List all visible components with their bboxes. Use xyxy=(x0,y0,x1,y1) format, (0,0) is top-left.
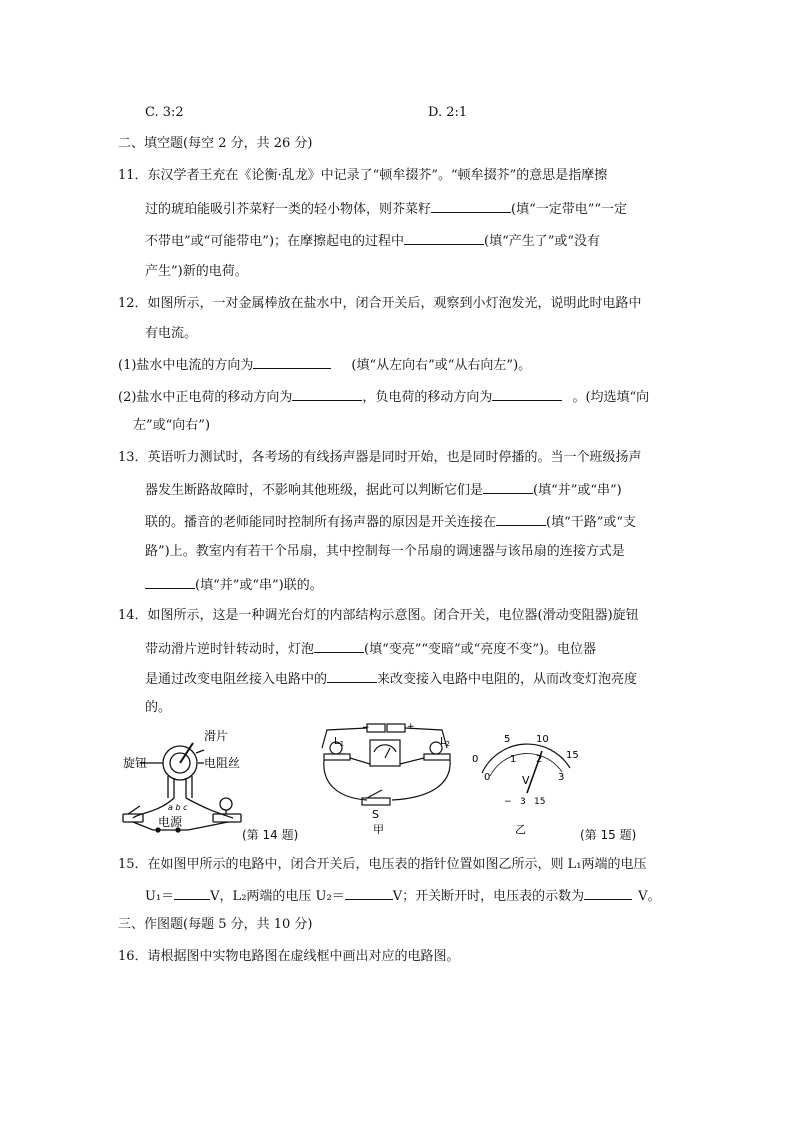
unit-label: V xyxy=(522,774,530,787)
q15-line2 xyxy=(145,886,661,906)
answer-blank[interactable] xyxy=(492,387,562,401)
q12-text: (1)盐水中电流的方向为 xyxy=(118,358,254,373)
outer-tick: 15 xyxy=(566,750,579,761)
q12-sub2 xyxy=(118,387,649,407)
answer-blank[interactable] xyxy=(292,387,362,401)
resistance-wire-label: 电阻丝 xyxy=(204,756,241,770)
inner-tick: 3 xyxy=(558,772,565,783)
q11-line4: 产生”)新的电荷。 xyxy=(145,264,248,279)
outer-tick: 5 xyxy=(504,734,511,745)
inner-tick: 2 xyxy=(536,754,543,765)
answer-blank[interactable] xyxy=(584,886,632,900)
q11-line1: 11．东汉学者王充在《论衡·乱龙》中记录了“顿牟掇芥”。“顿牟掇芥”的意思是指摩擦 xyxy=(118,168,608,183)
q15-text: U₁＝ xyxy=(145,889,175,904)
q15-line1: 15．在如图甲所示的电路中，闭合开关后，电压表的指针位置如图乙所示，则 L₁两端的电压 xyxy=(118,857,647,872)
answer-blank[interactable] xyxy=(431,199,511,213)
knob-label: 旋钮 xyxy=(123,756,148,770)
q14-text: 来改变接入电路中电阻的，从而改变灯泡亮度 xyxy=(377,672,638,687)
l1-label: $L_1$ xyxy=(334,736,345,748)
answer-blank[interactable] xyxy=(145,575,195,589)
answer-blank[interactable] xyxy=(174,886,210,900)
q12-sub1 xyxy=(118,355,531,375)
q11-text: (填“一定带电”“一定 xyxy=(511,202,628,217)
answer-blank[interactable] xyxy=(327,669,377,683)
figure-caption-jia: 甲 xyxy=(373,823,384,836)
terminal-minus: − xyxy=(504,797,512,807)
answer-blank[interactable] xyxy=(253,355,331,369)
answer-blank[interactable] xyxy=(345,886,393,900)
q14-text: (填“变亮”“变暗”或“亮度不变”)。电位器 xyxy=(364,642,597,657)
answer-blank[interactable] xyxy=(483,480,533,494)
power-source-label: 电源 xyxy=(158,815,183,829)
q13-text: (填“并”或“串”)联的。 xyxy=(195,578,323,593)
q14-line1: 14．如图所示，这是一种调光台灯的内部结构示意图。闭合开关，电位器(滑动变阻器)旋钮 xyxy=(118,608,639,623)
q15-text: V。 xyxy=(638,889,661,904)
switch-label: S xyxy=(372,808,379,821)
q13-text: 联的。播音的老师能同时控制所有扬声器的原因是开关连接在 xyxy=(145,515,497,530)
inner-tick: 0 xyxy=(484,772,491,783)
q15-text: V，L₂两端的电压 U₂＝ xyxy=(210,889,345,904)
q12-text: 。(均选填“向 xyxy=(572,390,650,405)
q14-line3 xyxy=(145,669,637,689)
q11-line3 xyxy=(145,231,600,251)
q12-sub2-cont: 左”或“向右”) xyxy=(133,418,211,433)
figure-caption-q14: (第 14 题) xyxy=(242,828,299,842)
q11-text: (填“产生了”或“没有 xyxy=(484,234,601,249)
q14-line2 xyxy=(145,639,596,659)
q14-text: 是通过改变电阻丝接入电路中的 xyxy=(145,672,328,687)
option-c: C. 3:2 xyxy=(145,105,184,120)
inner-tick: 1 xyxy=(510,754,517,765)
terminal-3: 3 xyxy=(520,797,526,807)
answer-blank[interactable] xyxy=(496,512,546,526)
q13-line2 xyxy=(145,480,622,500)
q11-text: 不带电”或“可能带电”)；在摩擦起电的过程中 xyxy=(145,234,405,249)
q13-line3 xyxy=(145,512,636,532)
outer-tick: 0 xyxy=(472,754,479,765)
voltmeter-icon xyxy=(370,740,400,766)
terminal-labels: a b c xyxy=(168,803,188,812)
q13-text: 器发生断路故障时，不影响其他班级，据此可以判断它们是 xyxy=(145,483,484,498)
q12-text: (填“从左向右”或“从右向左”)。 xyxy=(351,358,532,373)
answer-blank[interactable] xyxy=(314,639,364,653)
circuit-figure-jia xyxy=(312,718,462,838)
battery-minus: − xyxy=(362,723,370,733)
q14-line4: 的。 xyxy=(145,700,172,715)
outer-tick: 10 xyxy=(536,734,549,745)
q13-line4: 路”)上。教室内有若干个吊扇，其中控制每一个吊扇的调速器与该吊扇的连接方式是 xyxy=(145,544,625,559)
q13-line5 xyxy=(145,575,323,595)
q12-text: (2)盐水中正电荷的移动方向为 xyxy=(118,390,293,405)
bulb-icon xyxy=(220,798,232,810)
q13-text: (填“并”或“串”) xyxy=(533,483,622,498)
q13-line1: 13．英语听力测试时，各考场的有线扬声器是同时开始，也是同时停播的。当一个班级扬声 xyxy=(118,450,642,465)
terminal-15: 15 xyxy=(534,797,546,807)
q12-text: ，负电荷的移动方向为 xyxy=(362,390,493,405)
q11-text: 过的琥珀能吸引芥菜籽一类的轻小物体，则芥菜籽 xyxy=(145,202,432,217)
answer-blank[interactable] xyxy=(404,231,484,245)
section-heading-drawing: 三、作图题(每题 5 分，共 10 分) xyxy=(118,917,313,932)
q14-text: 带动滑片逆时针转动时，灯泡 xyxy=(145,642,315,657)
l2-label: $L_2$ xyxy=(440,736,451,748)
q12-line2: 有电流。 xyxy=(145,326,198,341)
q16-line1: 16．请根据图中实物电路图在虚线框中画出对应的电路图。 xyxy=(118,949,460,964)
option-d: D. 2:1 xyxy=(428,105,468,120)
q15-text: V；开关断开时，电压表的示数为 xyxy=(392,889,585,904)
potentiometer-figure xyxy=(118,718,318,838)
q13-text: (填“干路”或“支 xyxy=(546,515,637,530)
section-heading-fill-in: 二、填空题(每空 2 分，共 26 分) xyxy=(118,136,313,151)
slider-label: 滑片 xyxy=(204,729,229,743)
figure-caption-q15: (第 15 题) xyxy=(580,828,637,842)
q11-line2 xyxy=(145,199,627,219)
battery-plus: + xyxy=(407,722,415,732)
voltmeter-dial-figure-yi xyxy=(470,718,580,838)
figure-caption-yi: 乙 xyxy=(515,823,526,836)
q12-line1: 12．如图所示，一对金属棒放在盐水中，闭合开关后，观察到小灯泡发光，说明此时电路中 xyxy=(118,296,642,311)
